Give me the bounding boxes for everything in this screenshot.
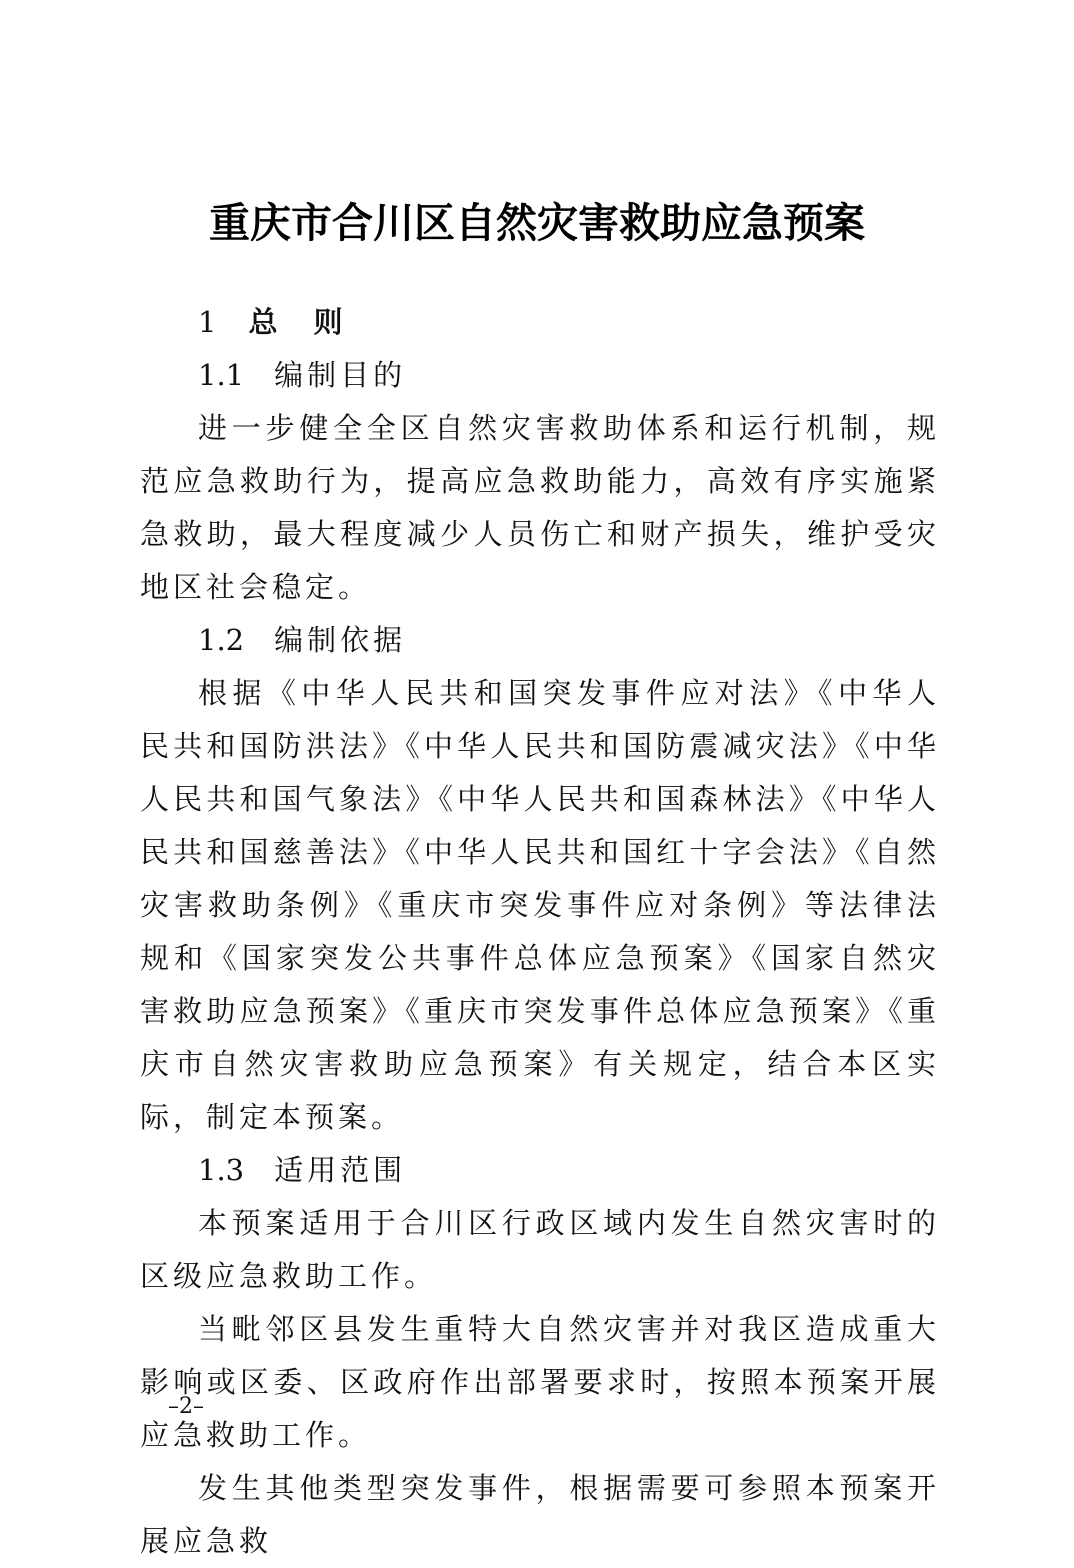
- section-1-2-number: 1.2: [198, 623, 245, 657]
- section-1-1-label: 编制目的: [274, 358, 407, 392]
- document-body: [140, 296, 940, 1568]
- section-1-2-heading: [140, 614, 940, 667]
- section-1-3-paragraph-2: 当毗邻区县发生重特大自然灾害并对我区造成重大影响或区委、区政府作出部署要求时，按照本预案开展应急救助工作。: [140, 1312, 940, 1452]
- section-1-1-number: 1.1: [198, 358, 245, 392]
- page-number: –2–: [168, 1394, 204, 1419]
- section-1-3-paragraph-3: 发生其他类型突发事件，根据需要可参照本预案开展应急救: [140, 1471, 940, 1558]
- section-1-heading: [140, 296, 940, 349]
- section-1-label-a: 总: [248, 305, 282, 339]
- document-title: 重庆市合川区自然灾害救助应急预案: [209, 199, 865, 247]
- section-1-number: 1: [198, 305, 221, 339]
- section-1-2-label: 编制依据: [274, 623, 407, 657]
- section-1-3-paragraph-1: 本预案适用于合川区行政区域内发生自然灾害时的区级应急救助工作。: [140, 1206, 940, 1293]
- section-1-3-heading: [140, 1144, 940, 1197]
- section-1-1-paragraph: 进一步健全全区自然灾害救助体系和运行机制，规范应急救助行为，提高应急救助能力，高效有序实施紧急救助，最大程度减少人员伤亡和财产损失，维护受灾地区社会稳定。: [140, 411, 940, 604]
- section-1-3-label: 适用范围: [274, 1153, 407, 1187]
- section-1-2-paragraph: 根据《中华人民共和国突发事件应对法》《中华人民共和国防洪法》《中华人民共和国防震减灾法》《中华人民共和国气象法》《中华人民共和国森林法》《中华人民共和国慈善法》《中华人民共和国红十字会法》《自然灾害救助条例》《重庆市突发事件应对条例》等法律法规和《国家突发公共事件总体应急预案》《国家自然灾害救助应急预案》《重庆市突发事件总体应急预案》《重庆市自然灾害救助应急预案》有关规定，结合本区实际，制定本预案。: [140, 676, 940, 1134]
- section-1-label-b: 则: [313, 305, 347, 339]
- section-1-1-heading: [140, 349, 940, 402]
- section-1-3-number: 1.3: [198, 1153, 245, 1187]
